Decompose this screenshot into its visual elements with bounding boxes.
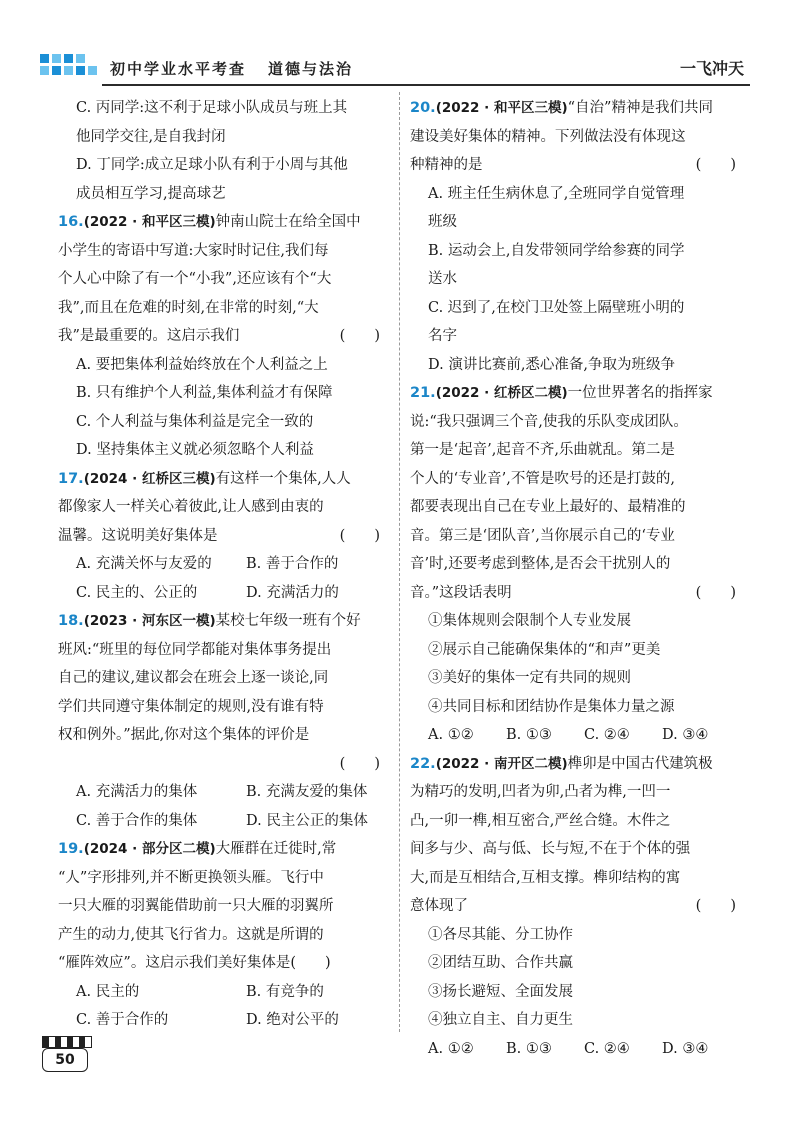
question-source: (2024 · 红桥区三模) xyxy=(83,470,216,487)
option-d: D. 绝对公平的 xyxy=(246,1012,339,1028)
question-17 xyxy=(58,465,390,608)
question-text: “人”字形排列,并不断更换领头雁。飞行中 xyxy=(58,869,324,886)
option-d: D. 丁同学:成立足球小队有利于小周与其他 xyxy=(76,157,348,173)
question-source: (2022 · 南开区二模) xyxy=(435,755,568,772)
option-c: C. ②④ xyxy=(584,1040,630,1057)
option-d: D. 民主公正的集体 xyxy=(246,812,368,829)
question-text: 音。”这段话表明 xyxy=(410,584,512,601)
question-text: 权和例外。”据此,你对这个集体的评价是 xyxy=(58,727,310,743)
option-b: B. ①③ xyxy=(506,1040,552,1057)
question-text: 都要表现出自己在专业上最好的、最精准的 xyxy=(410,499,686,515)
answer-blank: ( ) xyxy=(695,157,736,173)
question-text: 种精神的是 xyxy=(410,157,483,173)
option-a: A. 班主任生病休息了,全班同学自觉管理 xyxy=(428,185,685,202)
question-text: 钟南山院士在给全国中 xyxy=(215,214,361,230)
question-number: 20. xyxy=(410,100,436,116)
column-divider xyxy=(399,92,400,1032)
answer-blank: ( ) xyxy=(339,527,380,544)
question-number: 18. xyxy=(58,613,84,629)
option-a: A. 充满活力的集体 xyxy=(76,784,198,800)
answer-blank: ( ) xyxy=(339,755,380,772)
question-text: 意体现了 xyxy=(410,898,468,914)
question-text: 班风:“班里的每位同学都能对集体事务提出 xyxy=(58,641,332,658)
question-text: 我”是最重要的。这启示我们 xyxy=(58,328,240,344)
header-logo-blocks xyxy=(40,54,100,84)
option-b: B. 充满友爱的集体 xyxy=(246,784,368,800)
question-source: (2024 · 部分区二模) xyxy=(83,841,216,857)
option-a-cont: 班级 xyxy=(428,214,457,230)
question-text: “自治”精神是我们共同 xyxy=(567,100,713,116)
question-text: 个人心中除了有一个“小我”,还应该有个“大 xyxy=(58,271,332,287)
option-d-cont: 成员相互学习,提高球艺 xyxy=(76,185,226,202)
answer-blank: ( ) xyxy=(695,584,736,601)
page-number: 50 xyxy=(42,1048,88,1072)
question-text: “雁阵效应”。这启示我们美好集体是( ) xyxy=(58,955,331,971)
question-22 xyxy=(410,750,746,1064)
question-text: 个人的‘专业音’,不管是吹号的还是打鼓的, xyxy=(410,470,675,487)
option-c: C. 迟到了,在校门卫处签上隔壁班小明的 xyxy=(428,299,685,316)
question-text: 建设美好集体的精神。下列做法没有体现这 xyxy=(410,128,686,145)
option-d: D. ③④ xyxy=(662,1040,709,1057)
page-header xyxy=(40,48,750,90)
question-source: (2022 · 红桥区二模) xyxy=(435,385,568,401)
page-number-badge xyxy=(40,1036,92,1072)
statement-3: ③美好的集体一定有共同的规则 xyxy=(428,670,631,686)
option-b: B. 有竞争的 xyxy=(246,983,324,1000)
option-c: C. 民主的、公正的 xyxy=(76,584,198,601)
statement-1: ①集体规则会限制个人专业发展 xyxy=(428,613,631,629)
question-text: 都像家人一样关心着彼此,让人感到由衷的 xyxy=(58,499,324,515)
question-text: 说:“我只强调三个音,使我的乐队变成团队。 xyxy=(410,413,688,430)
question-text: 第一是‘起音’,起音不齐,乐曲就乱。第二是 xyxy=(410,442,675,458)
question-text: 产生的动力,使其飞行省力。这就是所谓的 xyxy=(58,926,324,943)
question-number: 16. xyxy=(58,214,84,230)
question-20 xyxy=(410,94,746,379)
statement-2: ②展示自己能确保集体的“和声”更美 xyxy=(428,641,661,658)
header-title xyxy=(110,58,353,79)
question-number: 17. xyxy=(58,470,84,487)
brand-logo: 一飞冲天 xyxy=(679,59,744,78)
question-19 xyxy=(58,835,390,1035)
option-d: D. 坚持集体主义就必须忽略个人利益 xyxy=(76,442,314,458)
question-source: (2022 · 和平区三模) xyxy=(83,214,216,230)
answer-blank: ( ) xyxy=(695,898,736,914)
question-text: 我”,而且在危难的时刻,在非常的时刻,“大 xyxy=(58,299,319,316)
statement-3: ③扬长避短、全面发展 xyxy=(428,983,573,1000)
option-c-cont: 名字 xyxy=(428,328,457,344)
header-rule xyxy=(102,84,750,86)
question-text: 大雁群在迁徙时,常 xyxy=(215,841,337,857)
question-source: (2022 · 和平区三模) xyxy=(435,100,568,116)
question-text: 为精巧的发明,凹者为卯,凸者为榫,一凹一 xyxy=(410,784,671,800)
left-column xyxy=(58,94,390,1035)
question-text: 一只大雁的羽翼能借助前一只大雁的羽翼所 xyxy=(58,898,334,914)
statement-4: ④独立自主、自力更生 xyxy=(428,1012,573,1028)
series-title: 初中学业水平考查 xyxy=(110,60,247,78)
option-a: A. 民主的 xyxy=(76,983,140,1000)
option-a: A. ①② xyxy=(428,1040,474,1057)
option-a: A. 充满关怀与友爱的 xyxy=(76,556,212,572)
question-number: 22. xyxy=(410,755,436,772)
option-d: D. 演讲比赛前,悉心准备,争取为班级争 xyxy=(428,356,676,373)
option-d: D. ③④ xyxy=(662,727,709,743)
question-text: 自己的建议,建议都会在班会上逐一谈论,同 xyxy=(58,670,329,686)
question-16 xyxy=(58,208,390,465)
option-b: B. ①③ xyxy=(506,727,552,743)
question-text: 音’时,还要考虑到整体,是否会干扰别人的 xyxy=(410,556,671,572)
question-15-tail xyxy=(58,94,390,208)
question-text: 一位世界著名的指挥家 xyxy=(567,385,713,401)
question-18 xyxy=(58,607,390,835)
option-c: C. 善于合作的 xyxy=(76,1012,169,1028)
option-a: A. 要把集体利益始终放在个人利益之上 xyxy=(76,356,328,373)
question-text: 温馨。这说明美好集体是 xyxy=(58,527,218,544)
option-b: B. 只有维护个人利益,集体利益才有保障 xyxy=(76,385,333,401)
statement-2: ②团结互助、合作共赢 xyxy=(428,955,573,971)
option-b: B. 善于合作的 xyxy=(246,556,339,572)
option-d: D. 充满活力的 xyxy=(246,584,339,601)
option-b-cont: 送水 xyxy=(428,271,457,287)
subject-title: 道德与法治 xyxy=(268,60,354,78)
option-b: B. 运动会上,自发带领同学给参赛的同学 xyxy=(428,242,685,259)
option-c: C. 善于合作的集体 xyxy=(76,812,198,829)
statement-1: ①各尽其能、分工协作 xyxy=(428,926,573,943)
question-text: 学们共同遵守集体制定的规则,没有谁有特 xyxy=(58,698,324,715)
option-a: A. ①② xyxy=(428,727,474,743)
option-c: C. 丙同学:这不利于足球小队成员与班上其 xyxy=(76,100,348,116)
question-text: 音。第三是‘团队音’,当你展示自己的‘专业 xyxy=(410,527,675,544)
question-source: (2023 · 河东区一模) xyxy=(83,613,216,629)
question-text: 榫卯是中国古代建筑极 xyxy=(567,755,713,772)
answer-blank: ( ) xyxy=(339,328,380,344)
question-text: 有这样一个集体,人人 xyxy=(215,470,351,487)
question-number: 19. xyxy=(58,841,84,857)
option-c: C. ②④ xyxy=(584,727,630,743)
question-21 xyxy=(410,379,746,750)
checkered-flag-icon xyxy=(42,1036,92,1048)
question-text: 某校七年级一班有个好 xyxy=(215,613,361,629)
option-c: C. 个人利益与集体利益是完全一致的 xyxy=(76,413,314,430)
question-text: 大,而是互相结合,互相支撑。榫卯结构的寓 xyxy=(410,869,681,886)
question-number: 21. xyxy=(410,385,436,401)
question-text: 小学生的寄语中写道:大家时时记住,我们每 xyxy=(58,242,329,259)
option-c-cont: 他同学交往,是自我封闭 xyxy=(76,128,226,145)
statement-4: ④共同目标和团结协作是集体力量之源 xyxy=(428,698,675,715)
question-text: 间多与少、高与低、长与短,不在于个体的强 xyxy=(410,841,691,857)
question-text: 凸,一卯一榫,相互密合,严丝合缝。木件之 xyxy=(410,812,671,829)
right-column xyxy=(410,94,746,1063)
